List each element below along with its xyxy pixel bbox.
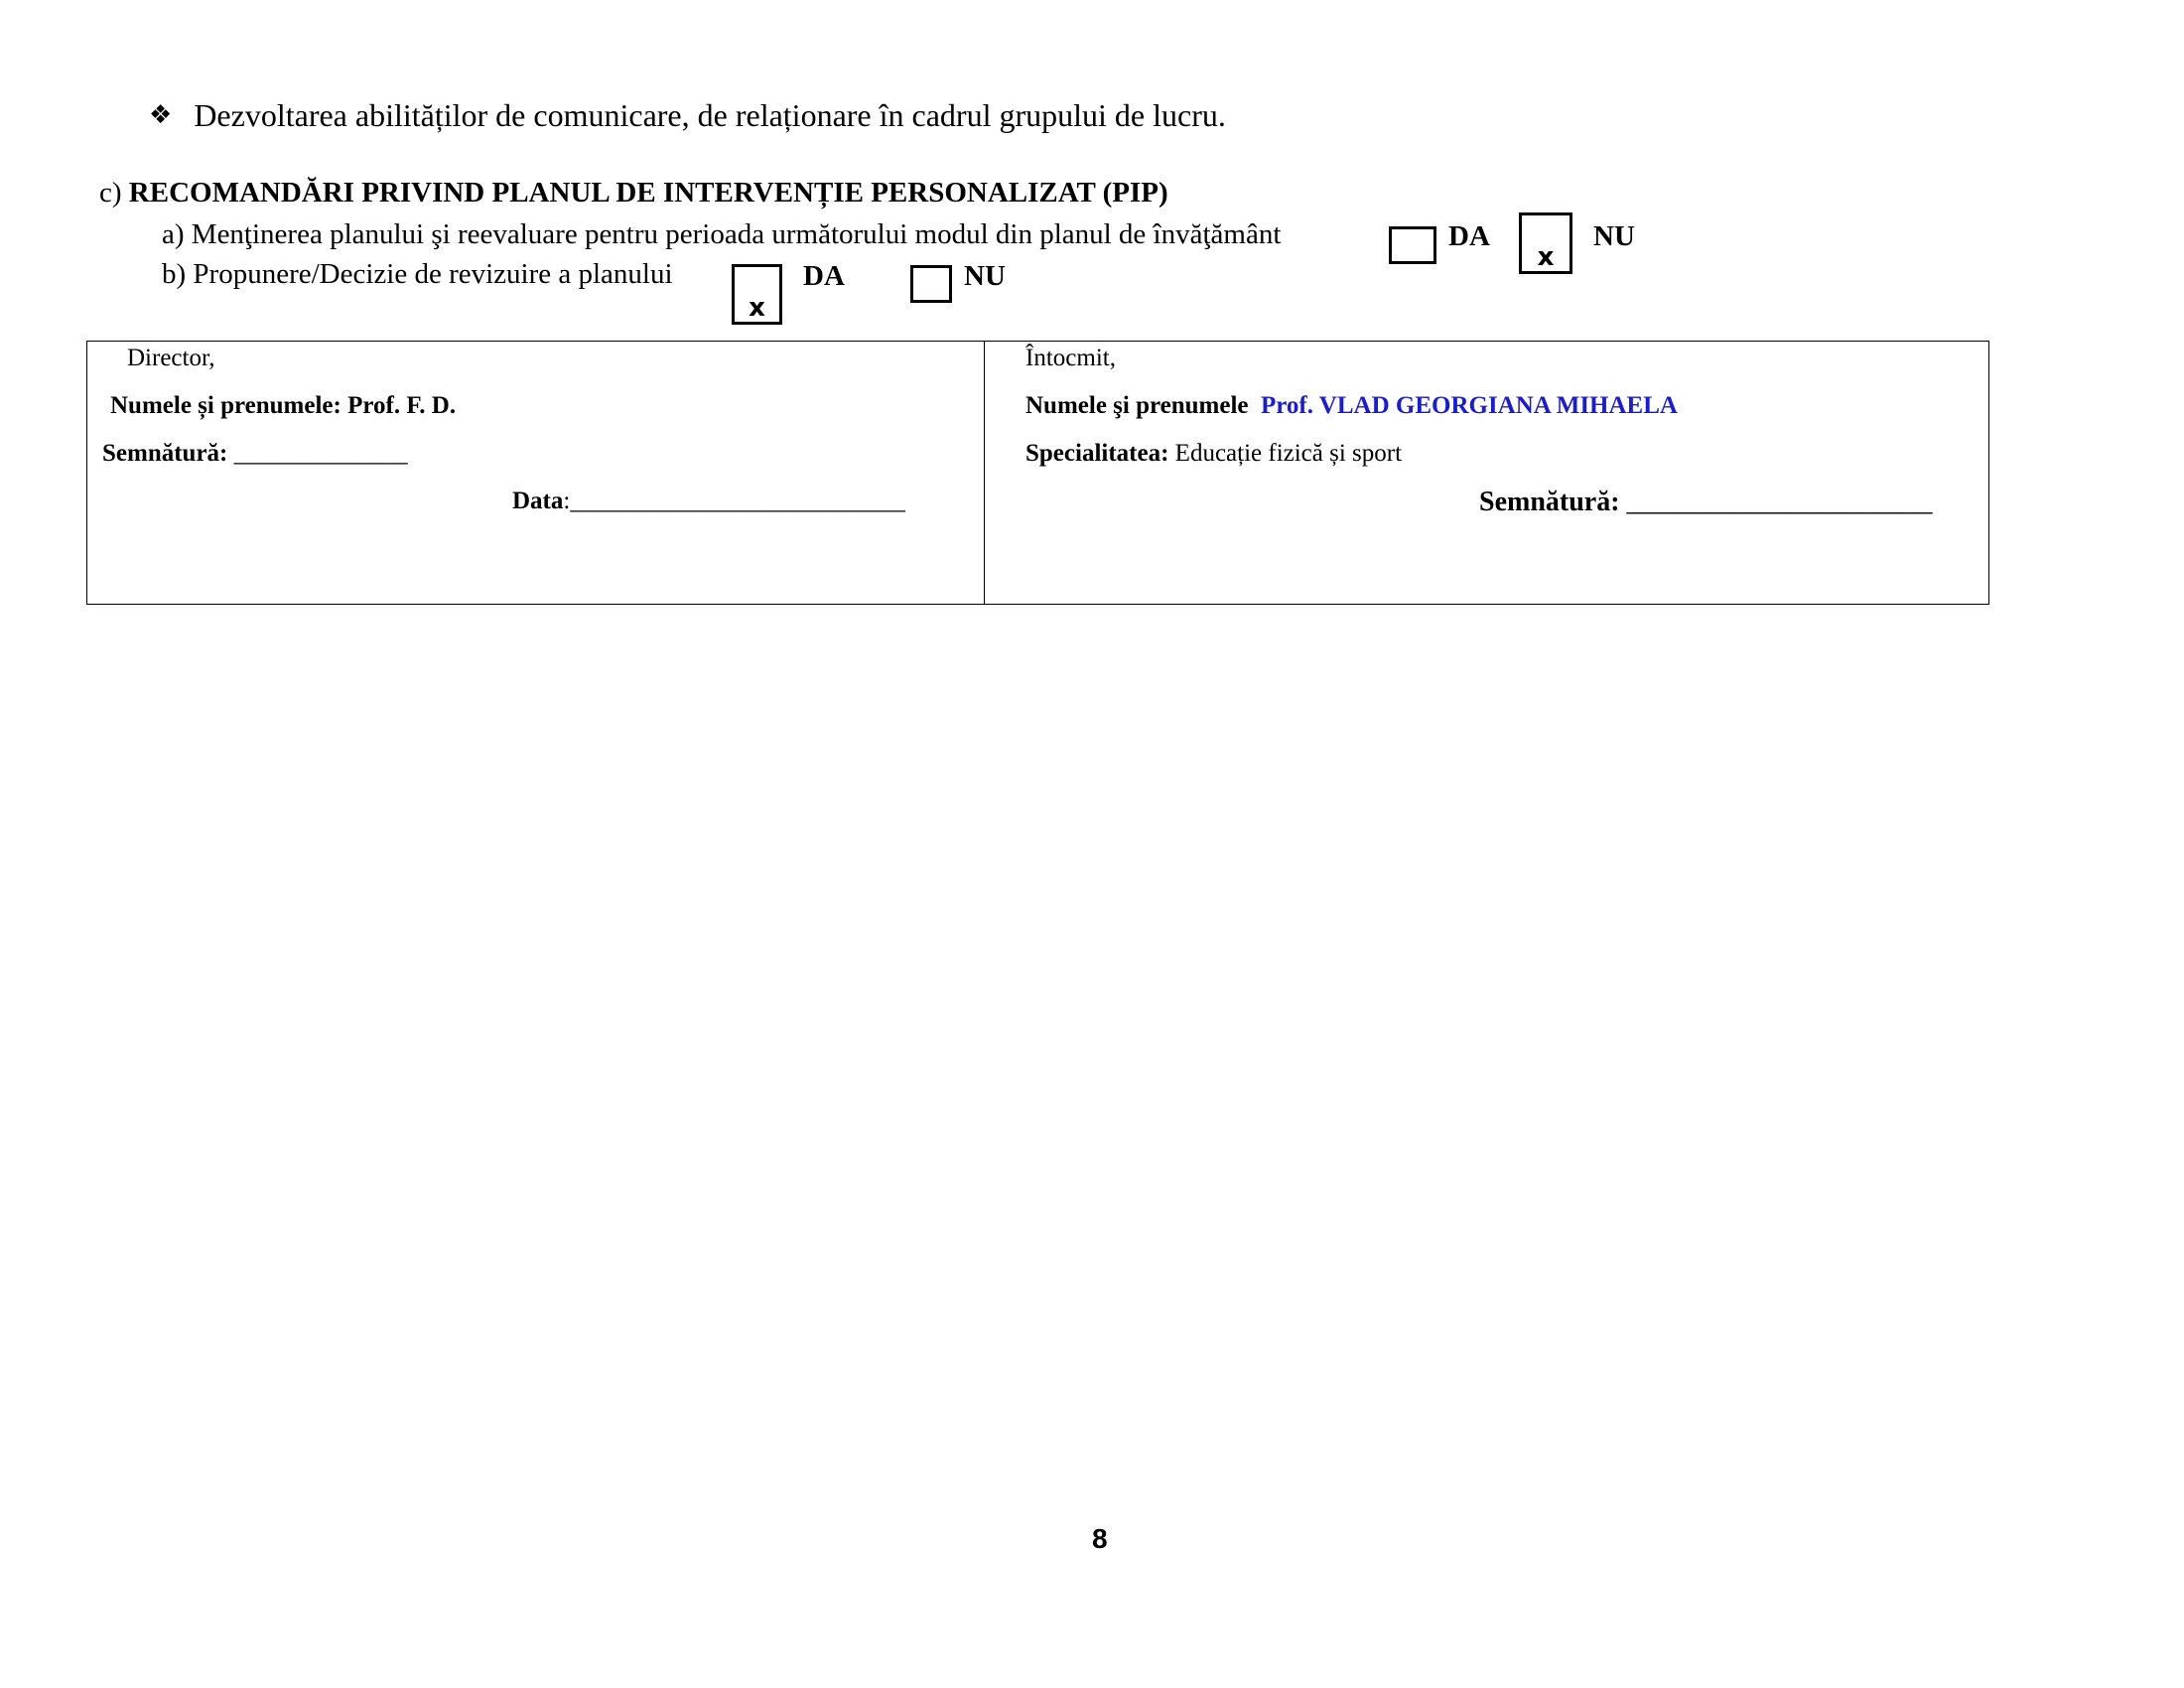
director-date-label: Data xyxy=(512,488,564,514)
director-signature-label: Semnătură: xyxy=(102,440,228,467)
page-number: 8 xyxy=(1092,1523,1108,1554)
section-heading xyxy=(99,177,1168,210)
option-a-da-label: DA xyxy=(1448,220,1490,252)
diamond-bullet-icon: ❖ xyxy=(149,100,173,130)
section-prefix: c) xyxy=(99,177,122,209)
option-b-nu-label: NU xyxy=(964,260,1006,292)
bullet-item xyxy=(149,97,1226,134)
prepared-by-heading: Întocmit, xyxy=(1025,345,1116,371)
prepared-by-signature-label: Semnătură: xyxy=(1479,487,1620,517)
checkbox-mark: x xyxy=(749,293,765,323)
specialty-value: Educație fizică și sport xyxy=(1174,440,1403,467)
director-date-line: :___________________________ xyxy=(563,488,905,514)
prepared-by-name-value: Prof. VLAD GEORGIANA MIHAELA xyxy=(1261,392,1678,419)
prepared-by-signature xyxy=(1479,487,1933,518)
option-a-text: a) Menţinerea planului şi reevaluare pentru perioada următorului modul din planul de învăţământ xyxy=(162,218,1282,250)
option-a-da-checkbox[interactable] xyxy=(1389,226,1436,264)
option-b-nu-checkbox[interactable] xyxy=(910,265,952,303)
signature-table xyxy=(86,341,1989,605)
option-b-da-label: DA xyxy=(803,260,845,292)
specialty-label: Specialitatea: xyxy=(1025,440,1169,467)
section-title: RECOMANDĂRI PRIVIND PLANUL DE INTERVENȚIE PERSONALIZAT (PIP) xyxy=(128,177,1168,209)
director-signature-line: ______________ xyxy=(233,440,408,467)
specialty xyxy=(1025,440,1402,468)
option-a-nu-checkbox[interactable] xyxy=(1519,212,1572,274)
option-a-nu-label: NU xyxy=(1593,220,1635,252)
option-b-da-checkbox[interactable] xyxy=(732,264,782,325)
director-name: Numele și prenumele: Prof. F. D. xyxy=(110,392,457,419)
table-divider xyxy=(984,342,985,604)
prepared-by-name xyxy=(1025,392,1678,420)
bullet-text: Dezvoltarea abilităților de comunicare, de relaționare în cadrul grupului de lucru. xyxy=(194,97,1226,133)
director-heading: Director, xyxy=(127,345,215,371)
director-date xyxy=(512,488,905,515)
checkbox-mark: x xyxy=(1537,242,1555,272)
director-signature xyxy=(102,440,408,468)
prepared-by-name-label: Numele şi prenumele xyxy=(1025,392,1249,419)
prepared-by-signature-line: ______________________ xyxy=(1626,487,1933,517)
option-b-text: b) Propunere/Decizie de revizuire a planului xyxy=(162,258,673,290)
